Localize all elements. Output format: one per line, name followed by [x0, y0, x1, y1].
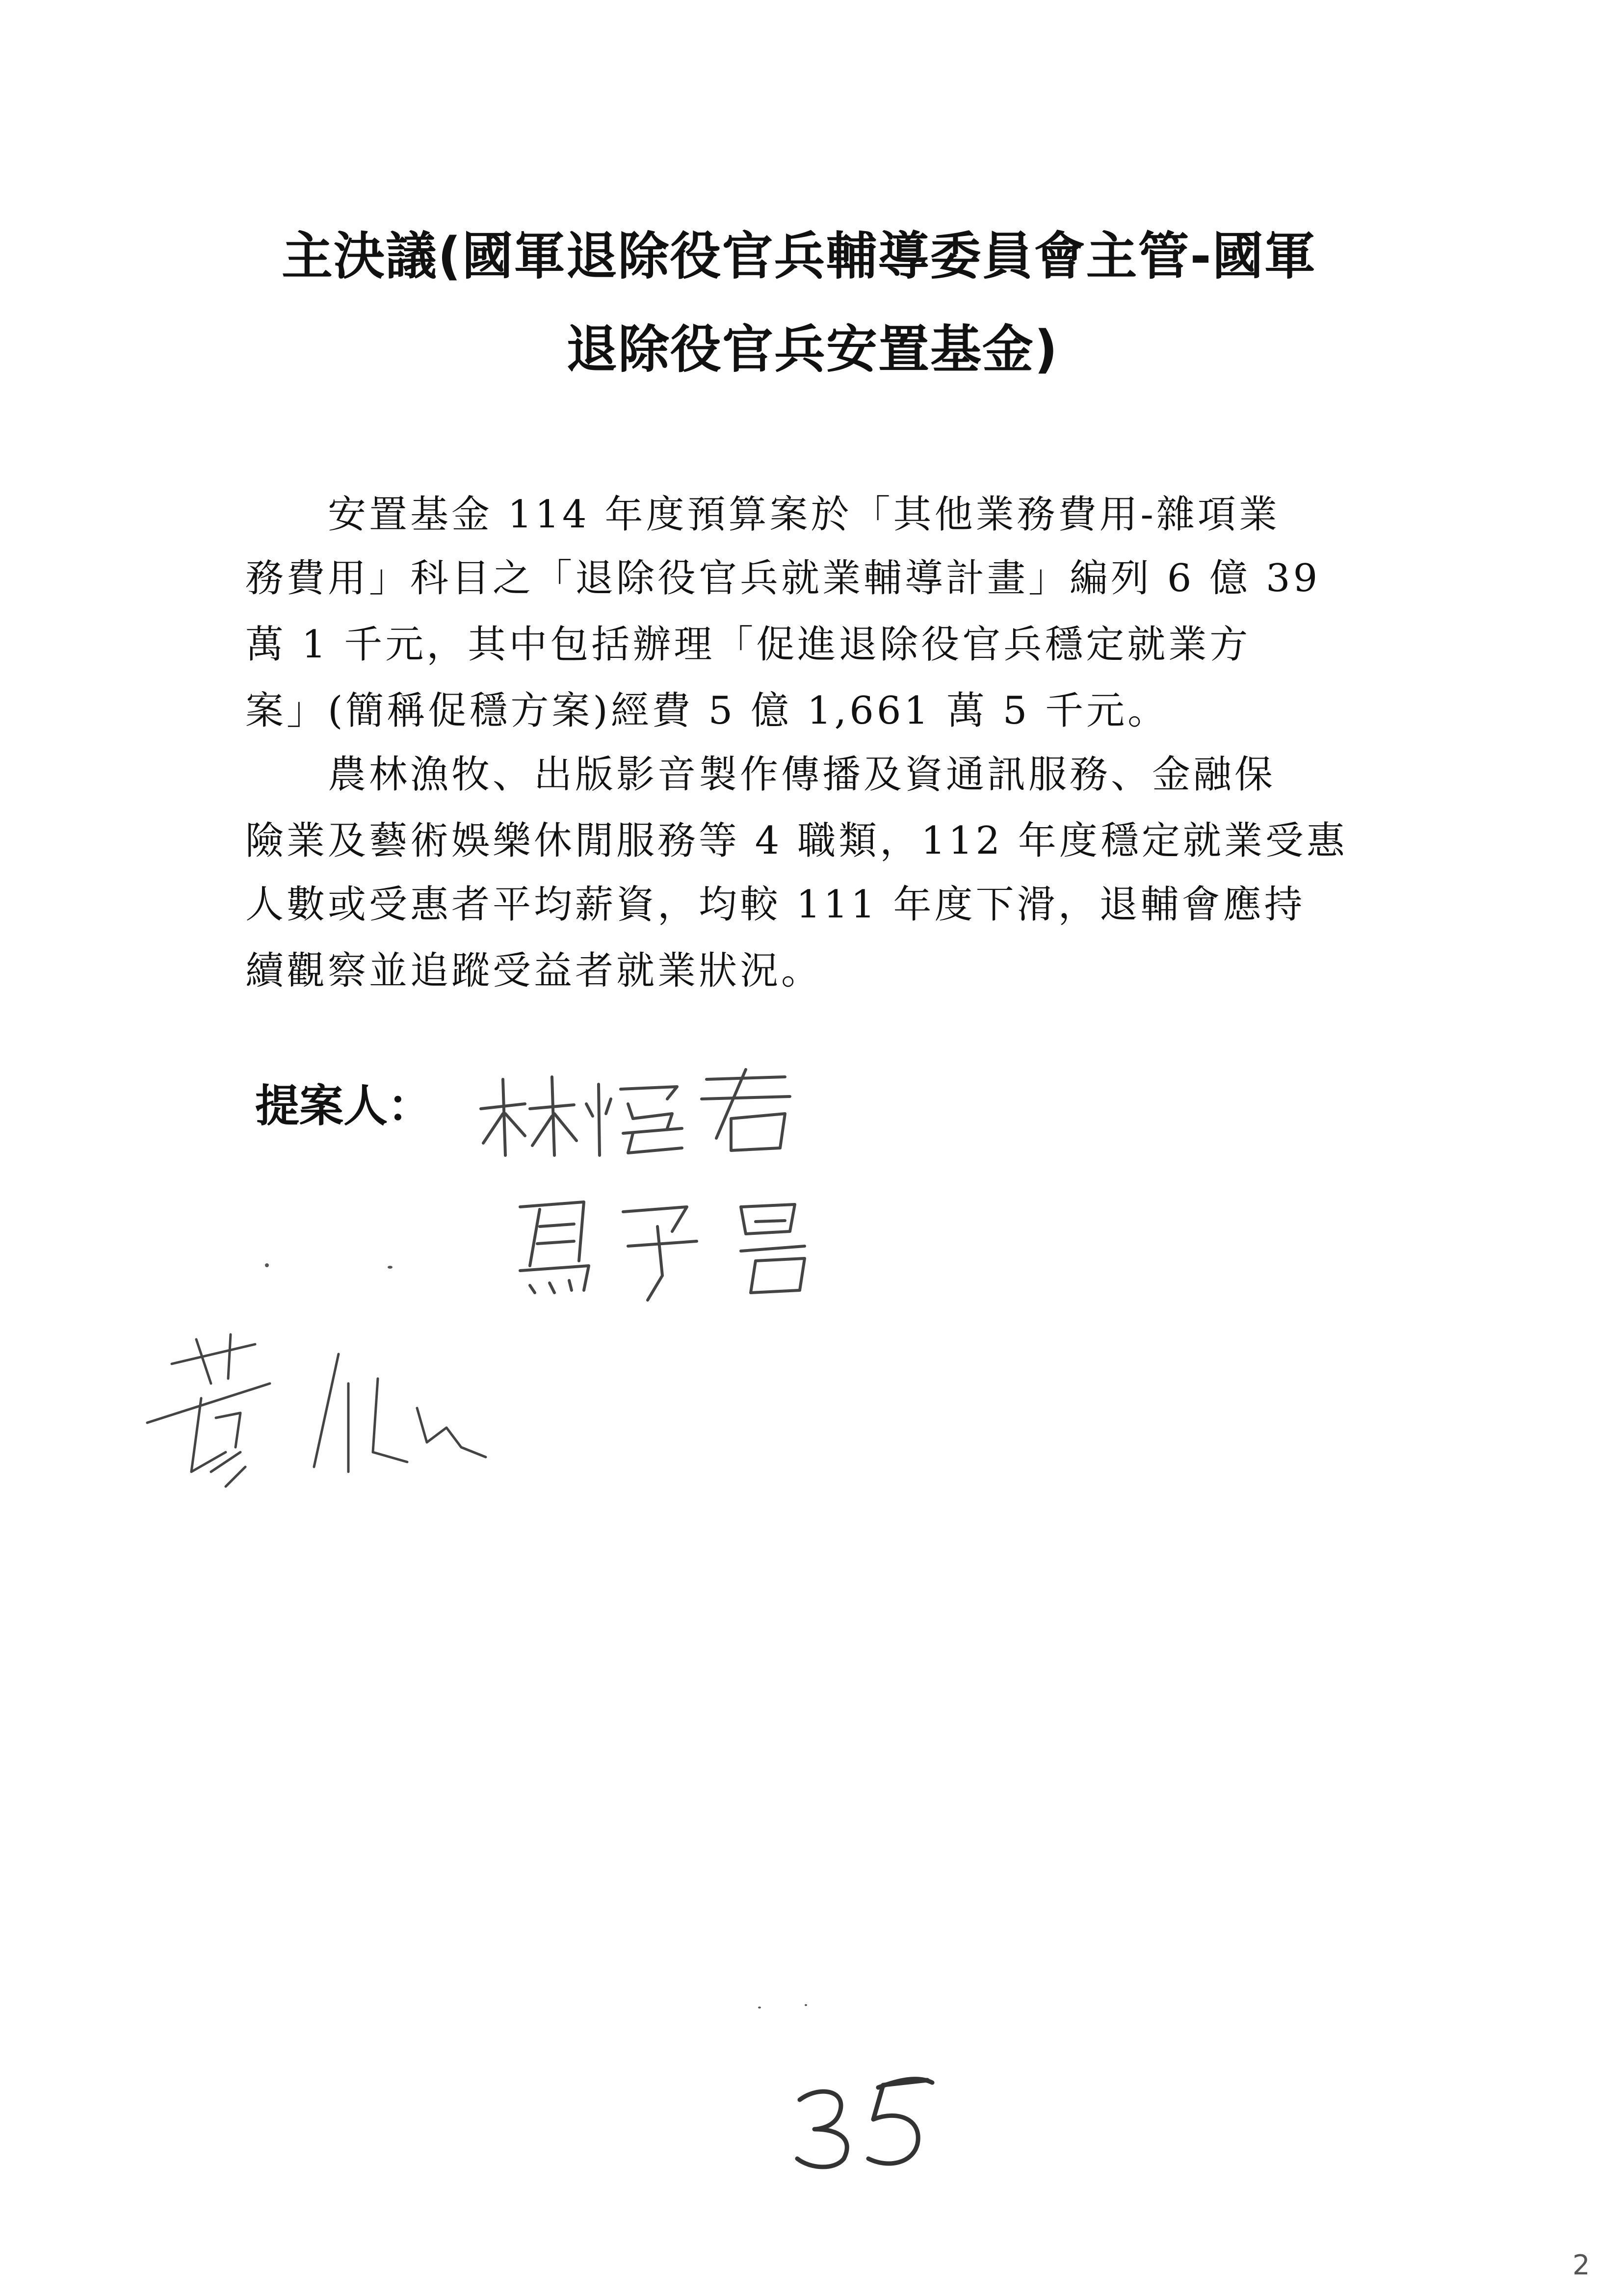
page-number: 2: [1572, 2249, 1590, 2281]
paragraph-line: 人數或受惠者平均薪資，均較 111 年度下滑，退輔會應持: [245, 883, 1306, 927]
signature-1: [471, 1050, 805, 1163]
paragraph-line: 險業及藝術娛樂休閒服務等 4 職類，112 年度穩定就業受惠: [245, 819, 1348, 863]
paragraph-line: 務費用」科目之「退除役官兵就業輔導計畫」編列 6 億 39: [245, 556, 1321, 600]
paragraph-line: 萬 1 千元，其中包括辦理「促進退除役官兵穩定就業方: [245, 623, 1251, 667]
handwritten-page-number: [785, 2061, 962, 2173]
paragraph-line: 案」(簡稱促穩方案)經費 5 億 1,661 萬 5 千元。: [245, 689, 1169, 733]
scan-speck: [388, 1266, 393, 1269]
paragraph-line: 安置基金 114 年度預算案於「其他業務費用-雜項業: [245, 493, 1280, 537]
resolution-title-line-1: 主決議(國軍退除役官兵輔導委員會主管-國軍: [282, 226, 1316, 286]
scan-speck: [265, 1263, 269, 1267]
resolution-title-line-2: 退除役官兵安置基金): [566, 319, 1059, 379]
paragraph-line: 續觀察並追蹤受益者就業狀況。: [245, 949, 823, 993]
scan-speck: [758, 2007, 761, 2009]
signature-3: [142, 1325, 515, 1511]
scan-speck: [805, 2004, 807, 2006]
proposer-label: 提案人：: [255, 1080, 432, 1132]
paragraph-line: 農林漁牧、出版影音製作傳播及資通訊服務、金融保: [245, 753, 1276, 797]
signature-2: [510, 1187, 844, 1310]
